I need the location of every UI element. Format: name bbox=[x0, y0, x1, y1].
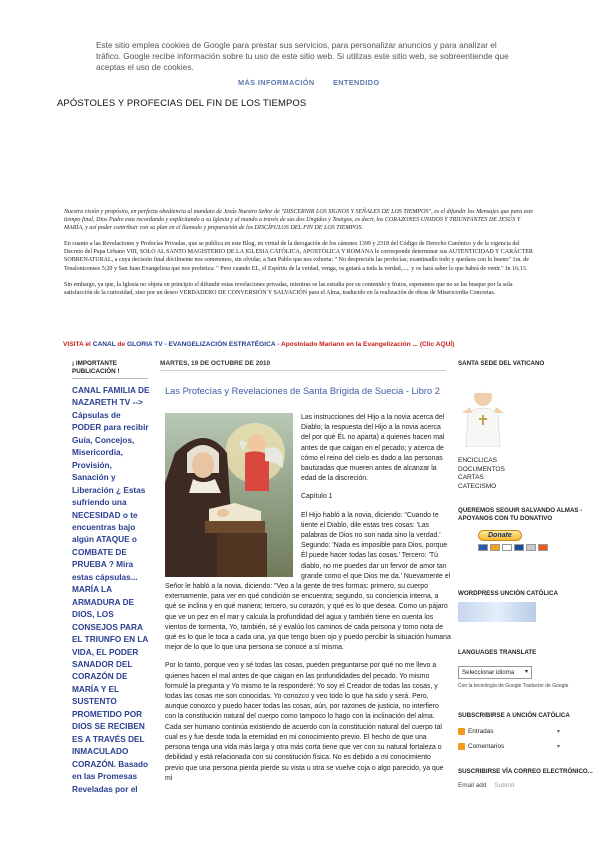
rss-icon bbox=[458, 743, 465, 750]
cookie-actions bbox=[238, 78, 396, 87]
chevron-down-icon: ▾ bbox=[524, 668, 528, 675]
feed-comments[interactable] bbox=[458, 739, 600, 754]
saint-bridget-image[interactable] bbox=[165, 413, 293, 577]
accept-cookies-button[interactable]: ENTENDIDO bbox=[332, 78, 380, 87]
wordpress-heading: WORDPRESS UNCIÓN CATÓLICA bbox=[458, 590, 558, 597]
rss-icon bbox=[458, 728, 465, 735]
languages-heading: LANGUAGES TRANSLATE bbox=[458, 649, 537, 656]
visit-text-5: - Apostolado Mariano en la Evangelización ... (Clic AQUÍ) bbox=[275, 341, 455, 348]
divider bbox=[160, 370, 446, 371]
intro-paragraph-disclaimer: En cuanto a las Revelaciones y Profecías Privadas, que se publica en este Blog, en virtud de la derogación de los cánones 1399 y 2318 del Código de Derecho Canónico y de la vigencia del Decreto del Papa Urbano VIII, SOLO AL SANTO MAGISTERIO DE LA IGLESIA CATÓLICA, APOSTÓLICA Y ROMANA le corresponde determinar sus AUTENTICIDAD Y CARÁCTER SOBRENATURAL, a cuya decisión final dócilmente nos sometemos, sin olvidar, a San Pablo que nos exhorta: " No despreciéis las profecías; examinadlo todo y quedaos con lo bueno" 1ra. de Tesalonicenses 5;20 y San Juan Evangelista que nos profetiza: " Pero cuando EL, el Espíritu de la verdad, venga, os guiará a toda la verdad,..... y os hará saber lo que habrá de venir." Jn 16;13. bbox=[64, 241, 533, 272]
pope-image[interactable] bbox=[460, 383, 500, 449]
vatican-heading: SANTA SEDE DEL VATICANO bbox=[458, 360, 545, 367]
cookie-banner bbox=[0, 0, 600, 100]
subscribe-heading: SUBSCRIBIRSE A UNCIÓN CATÓLICA bbox=[458, 712, 570, 719]
important-heading: ¡ IMPORTANTE PUBLICACIÓN ! bbox=[72, 360, 120, 375]
post-paragraph: El Hijo habló a la novia, diciendo: "Cuando te tiente el Diablo, dile estas tres cosas: 'Las palabras de Dios no son nada sino la verdad.' Segundo: 'Nada es imposible para Dios, porque Él puede hacer todas las cosas.' Tercero: 'Tú diablo, no me puedes dar un fervor de amor tan grande como el que Dios me da.' Nuevamente el Señor le habló a la novia, diciendo: "Veo a la gente de tres formas: primero, su cuerpo externamente, para ver en qué condición se encuentra; segundo, su conciencia interna, a qué se inclina y en qué manera; tercero, su corazón, y qué es lo que desea. Como un pájaro que ve un pez en el mar y calcula la profundidad del agua y también tiene en cuenta los vientos de tormenta, Yo, también, sé y evalúo los caminos de cada persona y tomo nota de qué es lo que le toca a cada una, ya que tengo buen ojo y puedo percibir la situación humana mejor de lo que lo que una persona se conoce a sí misma. bbox=[165, 511, 451, 652]
post-title[interactable]: Las Profecías y Revelaciones de Santa Brígida de Suecia - Libro 2 bbox=[165, 386, 440, 396]
wordpress-banner[interactable] bbox=[458, 602, 536, 622]
link-documents[interactable]: DOCUMENTOS bbox=[458, 465, 505, 473]
visit-text-3: de bbox=[115, 341, 128, 348]
email-field[interactable]: Email add bbox=[458, 781, 487, 789]
visit-channel-link[interactable] bbox=[63, 341, 563, 348]
payment-cards bbox=[478, 544, 600, 551]
cookie-notice-text: Este sitio emplea cookies de Google para prestar sus servicios, para personalizar anuncios y para analizar el tráfico. Google recibe información sobre tu uso de este sitio web. Si utilizas este sitio web, se sobreentiende que aceptas el uso de cookies. bbox=[96, 40, 509, 73]
donate-button[interactable]: Donate bbox=[478, 530, 522, 541]
feed-posts[interactable] bbox=[458, 724, 600, 739]
chevron-down-icon: ▾ bbox=[556, 728, 560, 735]
intro-paragraph-purpose: Sin embargo, ya que, la Iglesia no objeta en principio el difundir estas revelaciones privadas, mientras se las estudia por su contenido y frutos, esperamos que no se las busque por la sola satisfacción de la curiosidad, sino por un deseo VERDADERO DE CONVERSIÓN Y SALVACIÓN para el Alma, traducido en la realización de obras de Misericordia Concretas. bbox=[64, 281, 513, 296]
post-paragraph: Capítulo 1 bbox=[301, 493, 333, 501]
blog-description bbox=[64, 208, 536, 305]
left-sidebar bbox=[72, 360, 150, 796]
language-select[interactable] bbox=[458, 666, 532, 679]
submit-button[interactable]: Submit bbox=[494, 781, 515, 789]
blog-title[interactable]: APÓSTOLES Y PROFECIAS DEL FIN DE LOS TIEMPOS bbox=[57, 98, 307, 109]
post-paragraph: Las instrucciones del Hijo a la novia acerca del Diablo; la respuesta del Hijo a la novia acerca del por qué ÉL no aparta) a quienes hacen mal antes de que caigan en el pecado; y acerca de cómo el reino del cielo es dado a las personas bautizadas que mueren antes de alcanzar la edad de la discreción. bbox=[301, 414, 445, 483]
feed-comments-label: Comentarios bbox=[468, 742, 505, 750]
more-info-button[interactable]: MÁS INFORMACIÓN bbox=[238, 78, 315, 87]
channel-promo-link[interactable]: CANAL FAMILIA DE NAZARETH TV --> Cápsulas de PODER para recibir Guía, Concejos, Misericordia, Provisión, Sanación y Liberación ¿ Estas sufriendo una NECESIDAD o te encuentras bajo algún ATAQUE o COMBATE DE PRUEBA ? Mira estas cápsulas... MARÍA LA ARMADURA DE DIOS, LOS CONSEJOS PARA EL TRIUNFO EN LA VIDA, EL PODER SANADOR DEL CORAZÓN DE MARÍA Y EL SUSTENTO PROMETIDO POR DIOS SE RECIBEN ES A TRAVÉS DEL INMACULADO CORAZÓN. Basado en las Promesas Reveladas por el bbox=[72, 386, 150, 794]
post-area bbox=[160, 360, 451, 782]
post-date: MARTES, 19 DE OCTUBRE DE 2010 bbox=[160, 360, 271, 367]
visit-text-1: VISITA el bbox=[63, 341, 93, 348]
intro-paragraph-vision: Nuestra visión y propósito, en perfecta obediencia al mandato de Jesús Nuestro Señor de "DISCERNIR LOS SIGNOS Y SEÑALES DE LOS TIEMPOS", es el difundir los Mensajes que para este tiempo final, Dios Padre esta recordando y explicitando a su Iglesia y al mundo a través de sus dos Ungidos y Testigos, es decir, los CORAZONES UNIDOS Y TRIUNFANTES DE JESÚS Y MARÍA, y así poder contribuir con su plan en el llamado y preparación de los DISCÍPULOS DEL FIN DE LOS TIEMPOS. bbox=[64, 209, 534, 232]
google-translate-credit[interactable]: Con la tecnología de Google Traductor de Google bbox=[458, 682, 569, 689]
link-encyclicals[interactable]: ENCICLICAS bbox=[458, 457, 498, 464]
visit-text-2: CANAL bbox=[92, 341, 116, 348]
link-letters[interactable]: CARTAS bbox=[458, 474, 484, 481]
link-catechism[interactable]: CATECISMO bbox=[458, 482, 497, 490]
chevron-down-icon: ▾ bbox=[556, 743, 560, 750]
visit-text-4: GLORIA TV - EVANGELIZACIÓN ESTRATÉGICA bbox=[127, 341, 276, 348]
language-select-value: Seleccionar idioma bbox=[462, 668, 515, 676]
feed-posts-label: Entradas bbox=[468, 727, 494, 735]
vatican-links bbox=[458, 457, 600, 491]
email-subscribe-heading: SUSCRIBIRSE VÍA CORREO ELECTRÓNICO... bbox=[458, 768, 593, 775]
divider bbox=[72, 378, 148, 379]
post-paragraph: Por lo tanto, porque veo y sé todas las cosas, pueden preguntarse por qué no me llevo a quienes hacen el mal antes de que caigan en las profundidades del pecado. Yo mismo formulé la pregunta y Yo mismo te la responderé: Yo soy el Creador de todas las cosas, y todas las cosas me son conocidas. Yo conozco y veo todo lo que ha sido y será. Pero, aunque conozco y puedo hacer todas las cosas, aún, por razones de justicia, no interfiero con la constitución natural del cuerpo como tampoco lo hago con la inclinación del alma. Cada ser humano continúa existiendo de acuerdo con la constitución natural del cuerpo tal cual es y fue desde toda la eternidad en mi conocimiento previo. El hecho de que una persona tenga una vida más larga y otra más corta tiene que ver con su natural fortaleza o debilidad y está relacionada con su constitución física. No es debido a mi conocimiento previo que una persona pierda pierde su vista u otra se vuelve coja o algo parecido, ya que mi bbox=[165, 662, 444, 782]
donate-heading: QUEREMOS SEGUIR SALVANDO ALMAS - APOYANOS CON TU DONATIVO bbox=[458, 507, 583, 522]
